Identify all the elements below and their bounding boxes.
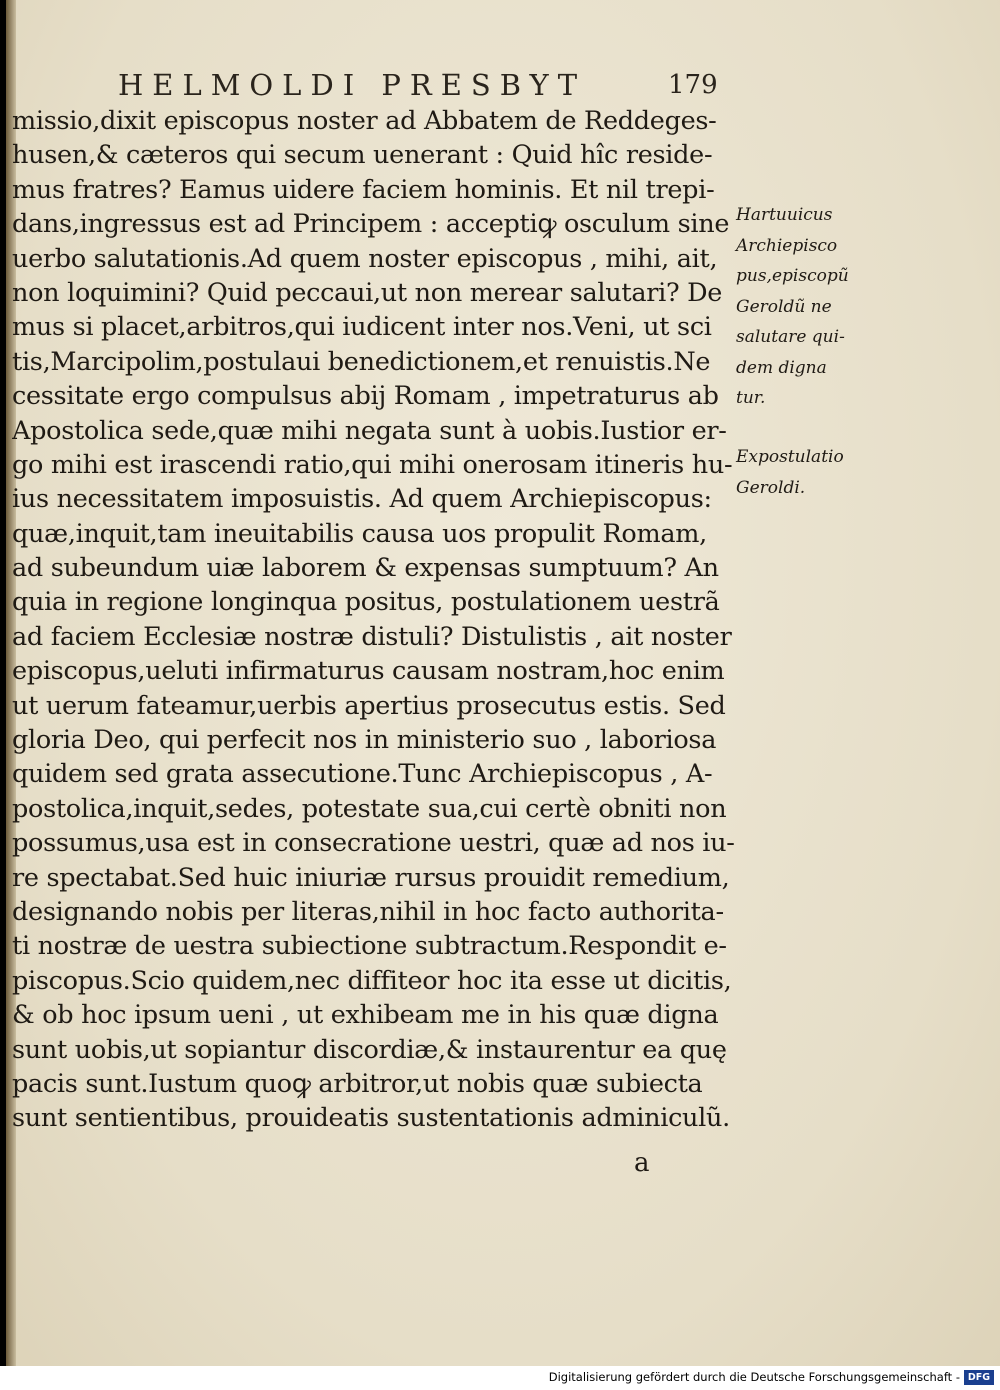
text-line: uerbo salutationis.Ad quem noster episcopus , mihi, ait,: [12, 243, 718, 274]
margin-note-line: pus,episcopũ: [736, 266, 849, 286]
text-line: missio,dixit episcopus noster ad Abbatem de Reddeges-: [12, 106, 717, 136]
margin-note-hartuuicus: [736, 200, 849, 414]
text-line: tis,Marcipolim,postulaui benedictionem,et renuistis.Ne: [12, 346, 711, 377]
funding-notice: Digitalisierung gefördert durch die Deutsche Forschungsgemeinschaft -: [548, 1370, 960, 1384]
text-line: mus fratres? Eamus uidere faciem hominis. Et nil trepi-: [12, 174, 715, 205]
text-line: re spectabat.Sed huic iniuriæ rursus prouidit remedium,: [12, 862, 730, 893]
text-line: ius necessitatem imposuistis. Ad quem Archiepiscopus:: [12, 484, 712, 515]
main-text-block: [12, 104, 742, 1136]
text-line: quia in regione longinqua positus, postulationem uestrã: [12, 587, 720, 618]
running-head: HELMOLDI PRESBYT: [118, 68, 587, 102]
margin-note-line: Archiepisco: [736, 235, 838, 256]
text-line: & ob hoc ipsum ueni , ut exhibeam me in his quæ digna: [12, 1000, 719, 1031]
text-line: designando nobis per literas,nihil in hoc facto authorita-: [12, 896, 724, 927]
margin-note-line: Expostulatio: [736, 447, 844, 467]
text-line: sunt uobis,ut sopiantur discordiæ,& instaurentur ea quę: [12, 1034, 727, 1065]
text-line: go mihi est irascendi ratio,qui mihi onerosam itineris hu-: [12, 449, 733, 480]
footer-bar: [0, 1366, 1000, 1390]
text-line: possumus,usa est in consecratione uestri, quæ ad nos iu-: [12, 828, 735, 859]
margin-note-line: Hartuuicus: [736, 205, 833, 225]
text-line: quidem sed grata assecutione.Tunc Archiepiscopus , A-: [12, 759, 713, 790]
margin-note-expostulatio: [736, 442, 844, 503]
text-line: pacis sunt.Iustum quoꝙ arbitror,ut nobis quæ subiecta: [12, 1068, 703, 1099]
text-line: ut uerum fateamur,uerbis apertius prosecutus estis. Sed: [12, 690, 726, 721]
dfg-logo: DFG: [964, 1370, 994, 1385]
text-line: mus si placet,arbitros,qui iudicent inter nos.Veni, ut sci: [12, 312, 712, 343]
text-line: gloria Deo, qui perfecit nos in ministerio suo , laboriosa: [12, 725, 717, 756]
text-line: episcopus,ueluti infirmaturus causam nostram,hoc enim: [12, 656, 725, 687]
text-line: quæ,inquit,tam ineuitabilis causa uos propulit Romam,: [12, 518, 707, 549]
page-number: 179: [668, 70, 718, 100]
text-line: ti nostræ de uestra subiectione subtractum.Respondit e-: [12, 931, 727, 962]
text-line: postolica,inquit,sedes, potestate sua,cui certè obniti non: [12, 793, 727, 824]
text-line: Apostolica sede,quæ mihi negata sunt à uobis.Iustior er-: [12, 415, 727, 446]
text-line: sunt sentientibus, prouideatis sustentationis adminiculũ.: [12, 1103, 730, 1134]
text-line: husen,& cæteros qui secum uenerant : Quid hîc reside-: [12, 140, 713, 171]
margin-note-line: dem digna: [736, 357, 827, 378]
text-line: dans,ingressus est ad Principem : acceptiꝙ osculum sine: [12, 209, 730, 240]
margin-note-line: salutare qui-: [736, 327, 845, 347]
margin-note-line: Geroldi.: [736, 477, 806, 498]
text-line: piscopus.Scio quidem,nec diffiteor hoc ita esse ut dicitis,: [12, 965, 732, 996]
margin-note-line: tur.: [736, 388, 766, 408]
text-line: cessitate ergo compulsus abij Romam , impetraturus ab: [12, 381, 719, 412]
catchword: a: [634, 1148, 650, 1178]
text-line: ad faciem Ecclesiæ nostræ distuli? Distulistis , ait noster: [12, 621, 732, 652]
text-line: ad subeundum uiæ laborem & expensas sumptuum? An: [12, 553, 719, 584]
margin-note-line: Geroldũ ne: [736, 296, 832, 317]
text-line: non loquimini? Quid peccaui,ut non merear salutari? De: [12, 277, 723, 308]
